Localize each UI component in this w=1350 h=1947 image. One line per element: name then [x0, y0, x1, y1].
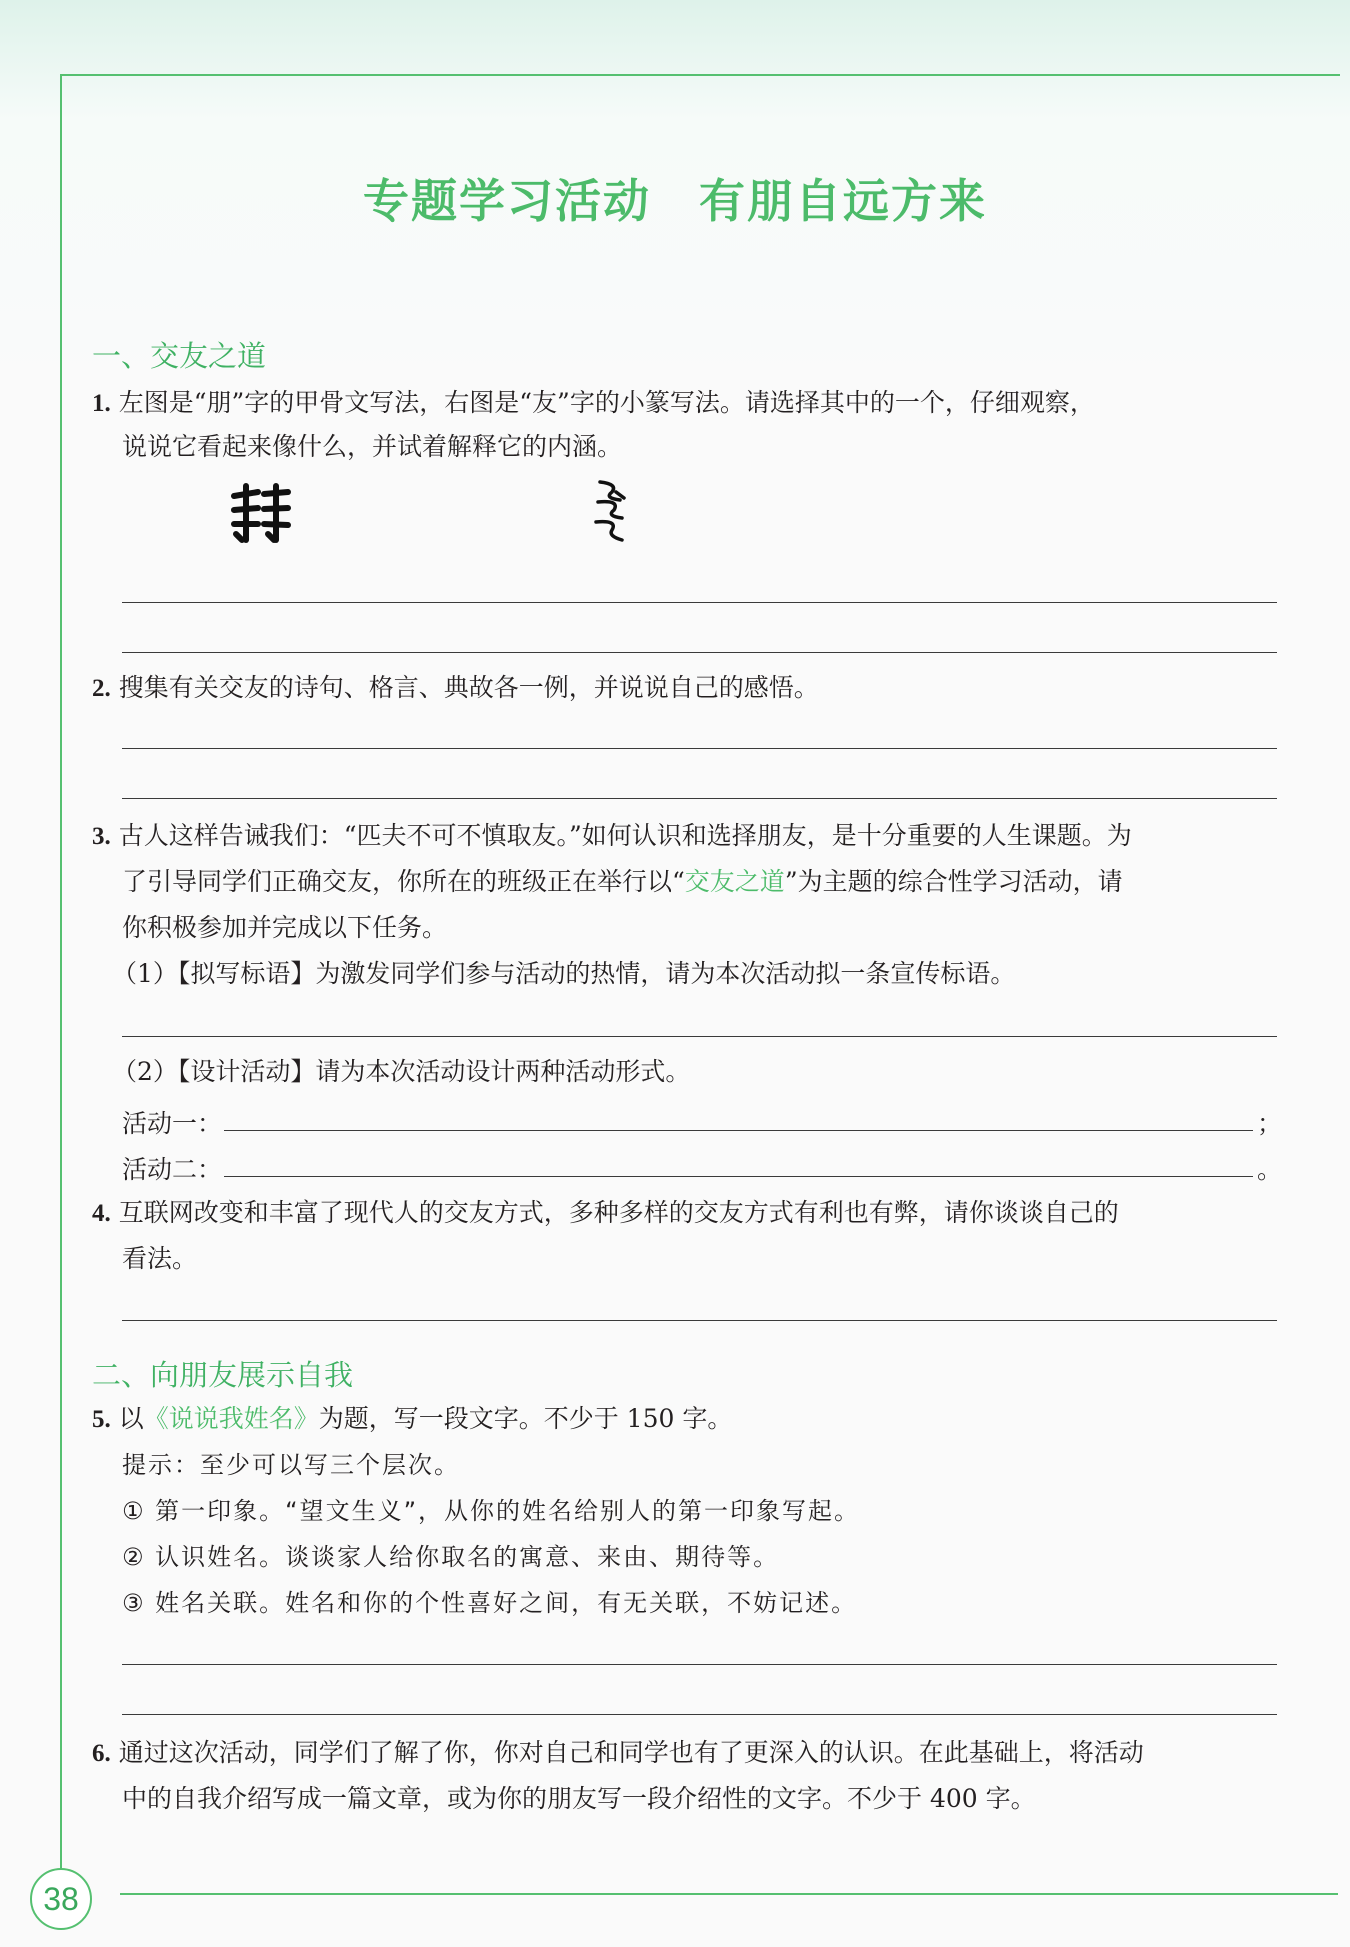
- answer-line[interactable]: [122, 1036, 1277, 1037]
- activity-two-blank[interactable]: [224, 1175, 1253, 1177]
- question-1: [92, 380, 1095, 427]
- hint-item-1: ① 第一印象。“望文生义”，从你的姓名给别人的第一印象写起。: [122, 1497, 861, 1525]
- question-3-line3: 你积极参加并完成以下任务。: [122, 913, 448, 942]
- hint-item-3: ③ 姓名关联。姓名和你的个性喜好之间，有无关联，不妨记述。: [122, 1589, 858, 1617]
- answer-line[interactable]: [122, 1664, 1277, 1665]
- answer-line[interactable]: [122, 652, 1277, 653]
- activity-one-blank[interactable]: [224, 1129, 1253, 1131]
- question-2: [92, 665, 819, 712]
- answer-line[interactable]: [122, 798, 1277, 799]
- punctuation: 。: [1256, 1155, 1282, 1184]
- answer-line[interactable]: [122, 1714, 1277, 1715]
- question-text: 通过这次活动，同学们了解了你，你对自己和同学也有了更深入的认识。在此基础上，将活动: [118, 1738, 1144, 1767]
- question-number: 3.: [92, 823, 111, 850]
- question-number: 2.: [92, 675, 111, 702]
- activity-one-label: 活动一：: [122, 1109, 223, 1138]
- question-text: 搜集有关交友的诗句、格言、典故各一例，并说说自己的感悟。: [118, 673, 819, 702]
- question-number: 6.: [92, 1740, 111, 1767]
- question-6: [92, 1730, 1144, 1777]
- question-text: ”为主题的综合性学习活动，请: [784, 867, 1123, 896]
- question-3: [92, 813, 1132, 860]
- seal-script-you-glyph: [590, 478, 632, 544]
- section-heading-1: 一、交友之道: [92, 339, 267, 373]
- question-5: [92, 1396, 732, 1443]
- highlighted-topic: 交友之道: [684, 867, 785, 896]
- question-text: 左图是“朋”字的甲骨文写法，右图是“友”字的小篆写法。请选择其中的一个，仔细观察，: [118, 388, 1095, 417]
- question-6-line2: 中的自我介绍写成一篇文章，或为你的朋友写一段介绍性的文字。不少于 400 字。: [122, 1784, 1036, 1813]
- question-text: 古人这样告诫我们：“匹夫不可不慎取友。”如何认识和选择朋友，是十分重要的人生课题。为: [118, 821, 1132, 850]
- question-3-sub1: （1）【拟写标语】为激发同学们参与活动的热情，请为本次活动拟一条宣传标语。: [112, 959, 1016, 988]
- question-text: 互联网改变和丰富了现代人的交友方式，多种多样的交友方式有利也有弊，请你谈谈自己的: [118, 1198, 1119, 1227]
- question-4-line2: 看法。: [122, 1244, 198, 1273]
- question-number: 4.: [92, 1200, 111, 1227]
- answer-line[interactable]: [122, 1320, 1277, 1321]
- essay-title: 《说说我姓名》: [143, 1404, 319, 1433]
- question-1-line2: 说说它看起来像什么，并试着解释它的内涵。: [122, 432, 623, 461]
- question-text: 以: [118, 1404, 144, 1433]
- activity-two-row: [122, 1146, 1282, 1186]
- question-3-sub2: （2）【设计活动】请为本次活动设计两种活动形式。: [112, 1057, 691, 1086]
- section-heading-2: 二、向朋友展示自我: [92, 1358, 354, 1392]
- question-3-line2: [122, 859, 1123, 905]
- question-4: [92, 1190, 1119, 1237]
- question-text: 了引导同学们正确交友，你所在的班级正在举行以“: [122, 867, 685, 896]
- answer-line[interactable]: [122, 748, 1277, 749]
- question-number: 5.: [92, 1406, 111, 1433]
- page-title: 专题学习活动 有朋自远方来: [363, 174, 987, 228]
- question-text: 为题，写一段文字。不少于 150 字。: [318, 1404, 733, 1433]
- hint-item-2: ② 认识姓名。谈谈家人给你取名的寓意、来由、期待等。: [122, 1543, 780, 1571]
- punctuation: ；: [1256, 1109, 1282, 1138]
- answer-line[interactable]: [122, 602, 1277, 603]
- oracle-bone-peng-glyph: [228, 482, 296, 544]
- hint-intro: 提示：至少可以写三个层次。: [122, 1451, 460, 1479]
- activity-two-label: 活动二：: [122, 1155, 223, 1184]
- bottom-rule: [120, 1893, 1338, 1895]
- activity-one-row: [122, 1100, 1282, 1140]
- page-number: 38: [30, 1868, 92, 1930]
- question-number: 1.: [92, 390, 111, 417]
